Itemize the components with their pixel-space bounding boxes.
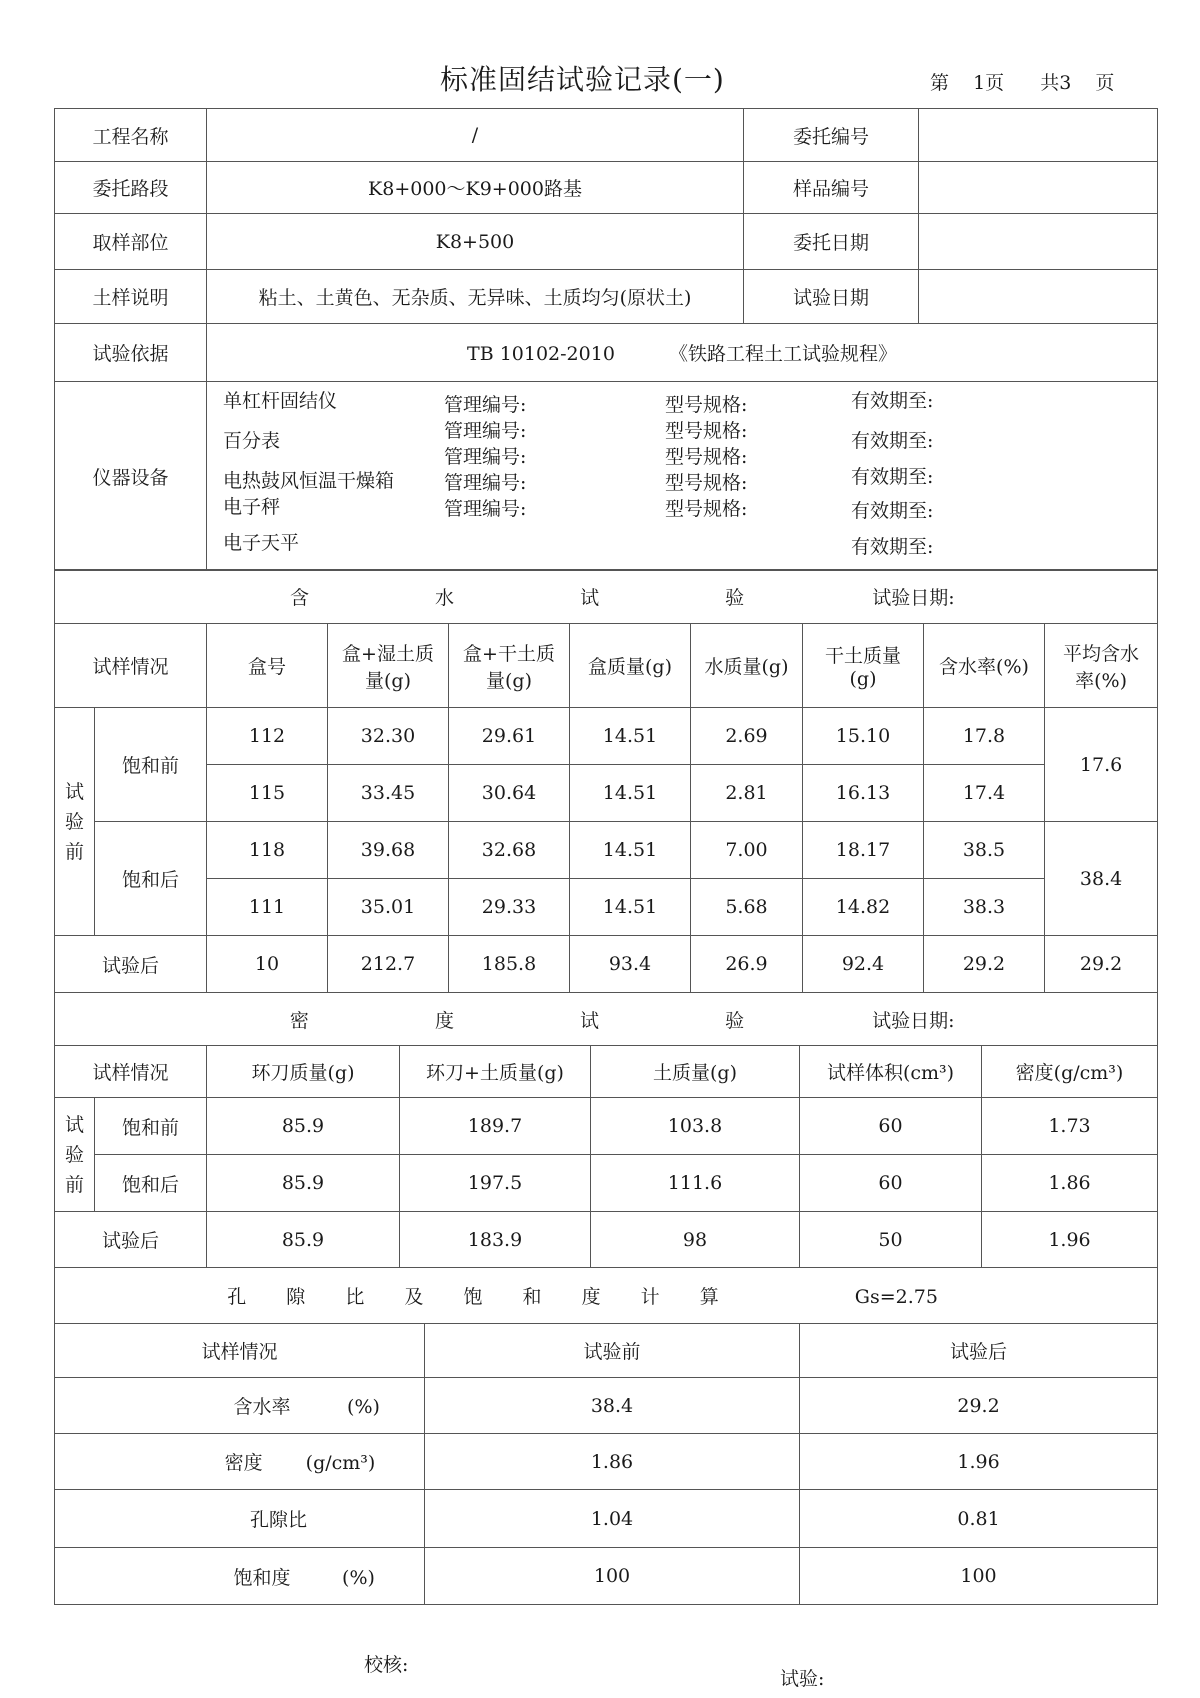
table-row: 115 33.45 30.64 14.51 2.81 16.13 17.4 (55, 765, 1158, 822)
density-section-title: 密 度 试 验 试验日期: (55, 993, 1158, 1046)
basis-value (207, 324, 1158, 382)
row-unit: (%) (347, 1396, 380, 1418)
model-label: 型号规格: (665, 472, 748, 494)
valid-until-label: 有效期至: (851, 500, 934, 522)
equipment-name: 电子秤 (223, 496, 281, 518)
avg-moisture-after: 29.2 (1045, 936, 1158, 993)
col-header: 环刀质量(g) (207, 1046, 400, 1098)
table-row: 饱和后 118 39.68 32.68 14.51 7.00 18.17 38.5 38.4 (55, 822, 1158, 879)
page-title: 标准固结试验记录(一) (440, 63, 725, 96)
moisture-table (54, 569, 1158, 993)
mgmt-no-label: 管理编号: (444, 498, 527, 520)
row-unit: (g/cm³) (305, 1452, 376, 1474)
basis-label: 试验依据 (55, 324, 207, 382)
avg-moisture-pre: 17.6 (1045, 708, 1158, 822)
model-label: 型号规格: (665, 446, 748, 468)
post-saturation-label: 饱和后 (95, 822, 207, 936)
table-row: 孔隙比 1.04 0.81 (55, 1490, 1158, 1548)
col-header: 试验后 (800, 1324, 1158, 1378)
project-label: 工程名称 (55, 109, 207, 162)
row-label: 孔隙比 (249, 1509, 307, 1531)
model-label: 型号规格: (665, 498, 748, 520)
valid-until-label: 有效期至: (851, 390, 934, 412)
test-date-label: 试验日期 (744, 270, 919, 324)
check-signature-label: 校核: (364, 1654, 409, 1676)
table-row: 含水率 (%) 38.4 29.2 (55, 1378, 1158, 1434)
col-header: 水质量(g) (691, 624, 803, 708)
col-header: 密度(g/cm³) (982, 1046, 1158, 1098)
col-header: 含水率(%) (924, 624, 1045, 708)
col-header: 试样情况 (55, 624, 207, 708)
col-header: 盒号 (207, 624, 328, 708)
void-section-title: 孔 隙 比 及 饱 和 度 计 算 Gs=2.75 (55, 1268, 1158, 1324)
equipment-label: 仪器设备 (55, 382, 207, 571)
mgmt-no-label: 管理编号: (444, 446, 527, 468)
table-row: 饱和后 85.9 197.5 111.6 60 1.86 (55, 1155, 1158, 1212)
section-value: K8+000～K9+000路基 (207, 162, 744, 214)
avg-moisture-post: 38.4 (1045, 822, 1158, 936)
table-row: 试验前 饱和前 85.9 189.7 103.8 60 1.73 (55, 1098, 1158, 1155)
entrust-no-value (919, 109, 1158, 162)
equipment-name: 电热鼓风恒温干燥箱 (223, 470, 395, 492)
equipment-name: 百分表 (223, 430, 281, 452)
sample-no-label: 样品编号 (744, 162, 919, 214)
valid-until-label: 有效期至: (851, 536, 934, 558)
col-header: 试样情况 (55, 1324, 425, 1378)
section-label: 委托路段 (55, 162, 207, 214)
test-date-value (919, 270, 1158, 324)
moisture-date-label: 试验日期: (872, 587, 955, 609)
table-row: 密度 (g/cm³) 1.86 1.96 (55, 1434, 1158, 1490)
row-label: 含水率 (233, 1396, 291, 1418)
sample-no-value (919, 162, 1158, 214)
pre-saturation-label: 饱和前 (95, 708, 207, 822)
after-test-label: 试验后 (55, 936, 207, 993)
test-signature-label: 试验: (780, 1668, 825, 1690)
mgmt-no-label: 管理编号: (444, 472, 527, 494)
valid-until-label: 有效期至: (851, 430, 934, 452)
table-row: 试验后 10 212.7 185.8 93.4 26.9 92.4 29.2 29.2 (55, 936, 1158, 993)
col-header: 试验前 (425, 1324, 800, 1378)
location-value: K8+500 (207, 214, 744, 270)
gs-value: Gs=2.75 (854, 1286, 938, 1308)
mgmt-no-label: 管理编号: (444, 420, 527, 442)
col-header: 盒+干土质量(g) (449, 624, 570, 708)
pre-saturation-label: 饱和前 (95, 1098, 207, 1155)
col-header: 盒+湿土质量(g) (328, 624, 449, 708)
info-table (54, 108, 1158, 571)
post-saturation-label: 饱和后 (95, 1155, 207, 1212)
equipment-list (207, 382, 1158, 571)
col-header: 土质量(g) (591, 1046, 800, 1098)
equipment-name: 电子天平 (223, 532, 300, 554)
basis-name: 《铁路工程土工试验规程》 (668, 343, 897, 365)
equipment-name: 单杠杆固结仪 (223, 390, 338, 412)
location-label: 取样部位 (55, 214, 207, 270)
entrust-date-label: 委托日期 (744, 214, 919, 270)
row-label: 饱和度 (233, 1566, 291, 1589)
col-header: 平均含水率(%) (1045, 624, 1158, 708)
basis-code: TB 10102-2010 (467, 343, 615, 365)
table-row: 饱和度 (%) 100 100 (55, 1548, 1158, 1605)
soil-label: 土样说明 (55, 270, 207, 324)
mgmt-no-label: 管理编号: (444, 394, 527, 416)
col-header: 试样体积(cm³) (800, 1046, 982, 1098)
model-label: 型号规格: (665, 394, 748, 416)
moisture-section-title: 含 水 试 验 试验日期: (55, 570, 1158, 624)
table-row: 试验后 85.9 183.9 98 50 1.96 (55, 1212, 1158, 1268)
void-table (54, 1267, 1158, 1605)
row-unit: (%) (342, 1566, 375, 1589)
before-test-label: 试验前 (55, 708, 95, 936)
col-header: 试样情况 (55, 1046, 207, 1098)
valid-until-label: 有效期至: (851, 466, 934, 488)
entrust-no-label: 委托编号 (744, 109, 919, 162)
col-header: 环刀+土质量(g) (400, 1046, 591, 1098)
model-label: 型号规格: (665, 420, 748, 442)
density-date-label: 试验日期: (872, 1009, 955, 1032)
row-label: 密度 (224, 1452, 263, 1474)
table-row: 试验前 饱和前 112 32.30 29.61 14.51 2.69 15.10 17.8 17.6 (55, 708, 1158, 765)
soil-value: 粘土、土黄色、无杂质、无异味、土质均匀(原状土) (207, 270, 744, 324)
project-value: / (207, 109, 744, 162)
after-test-label: 试验后 (55, 1212, 207, 1268)
density-table (54, 992, 1158, 1268)
table-row: 111 35.01 29.33 14.51 5.68 14.82 38.3 (55, 879, 1158, 936)
before-test-label: 试验前 (55, 1098, 95, 1212)
col-header: 干土质量(g) (803, 624, 924, 708)
entrust-date-value (919, 214, 1158, 270)
col-header: 盒质量(g) (570, 624, 691, 708)
page-indicator: 第 1页 共3 页 (930, 72, 1115, 94)
